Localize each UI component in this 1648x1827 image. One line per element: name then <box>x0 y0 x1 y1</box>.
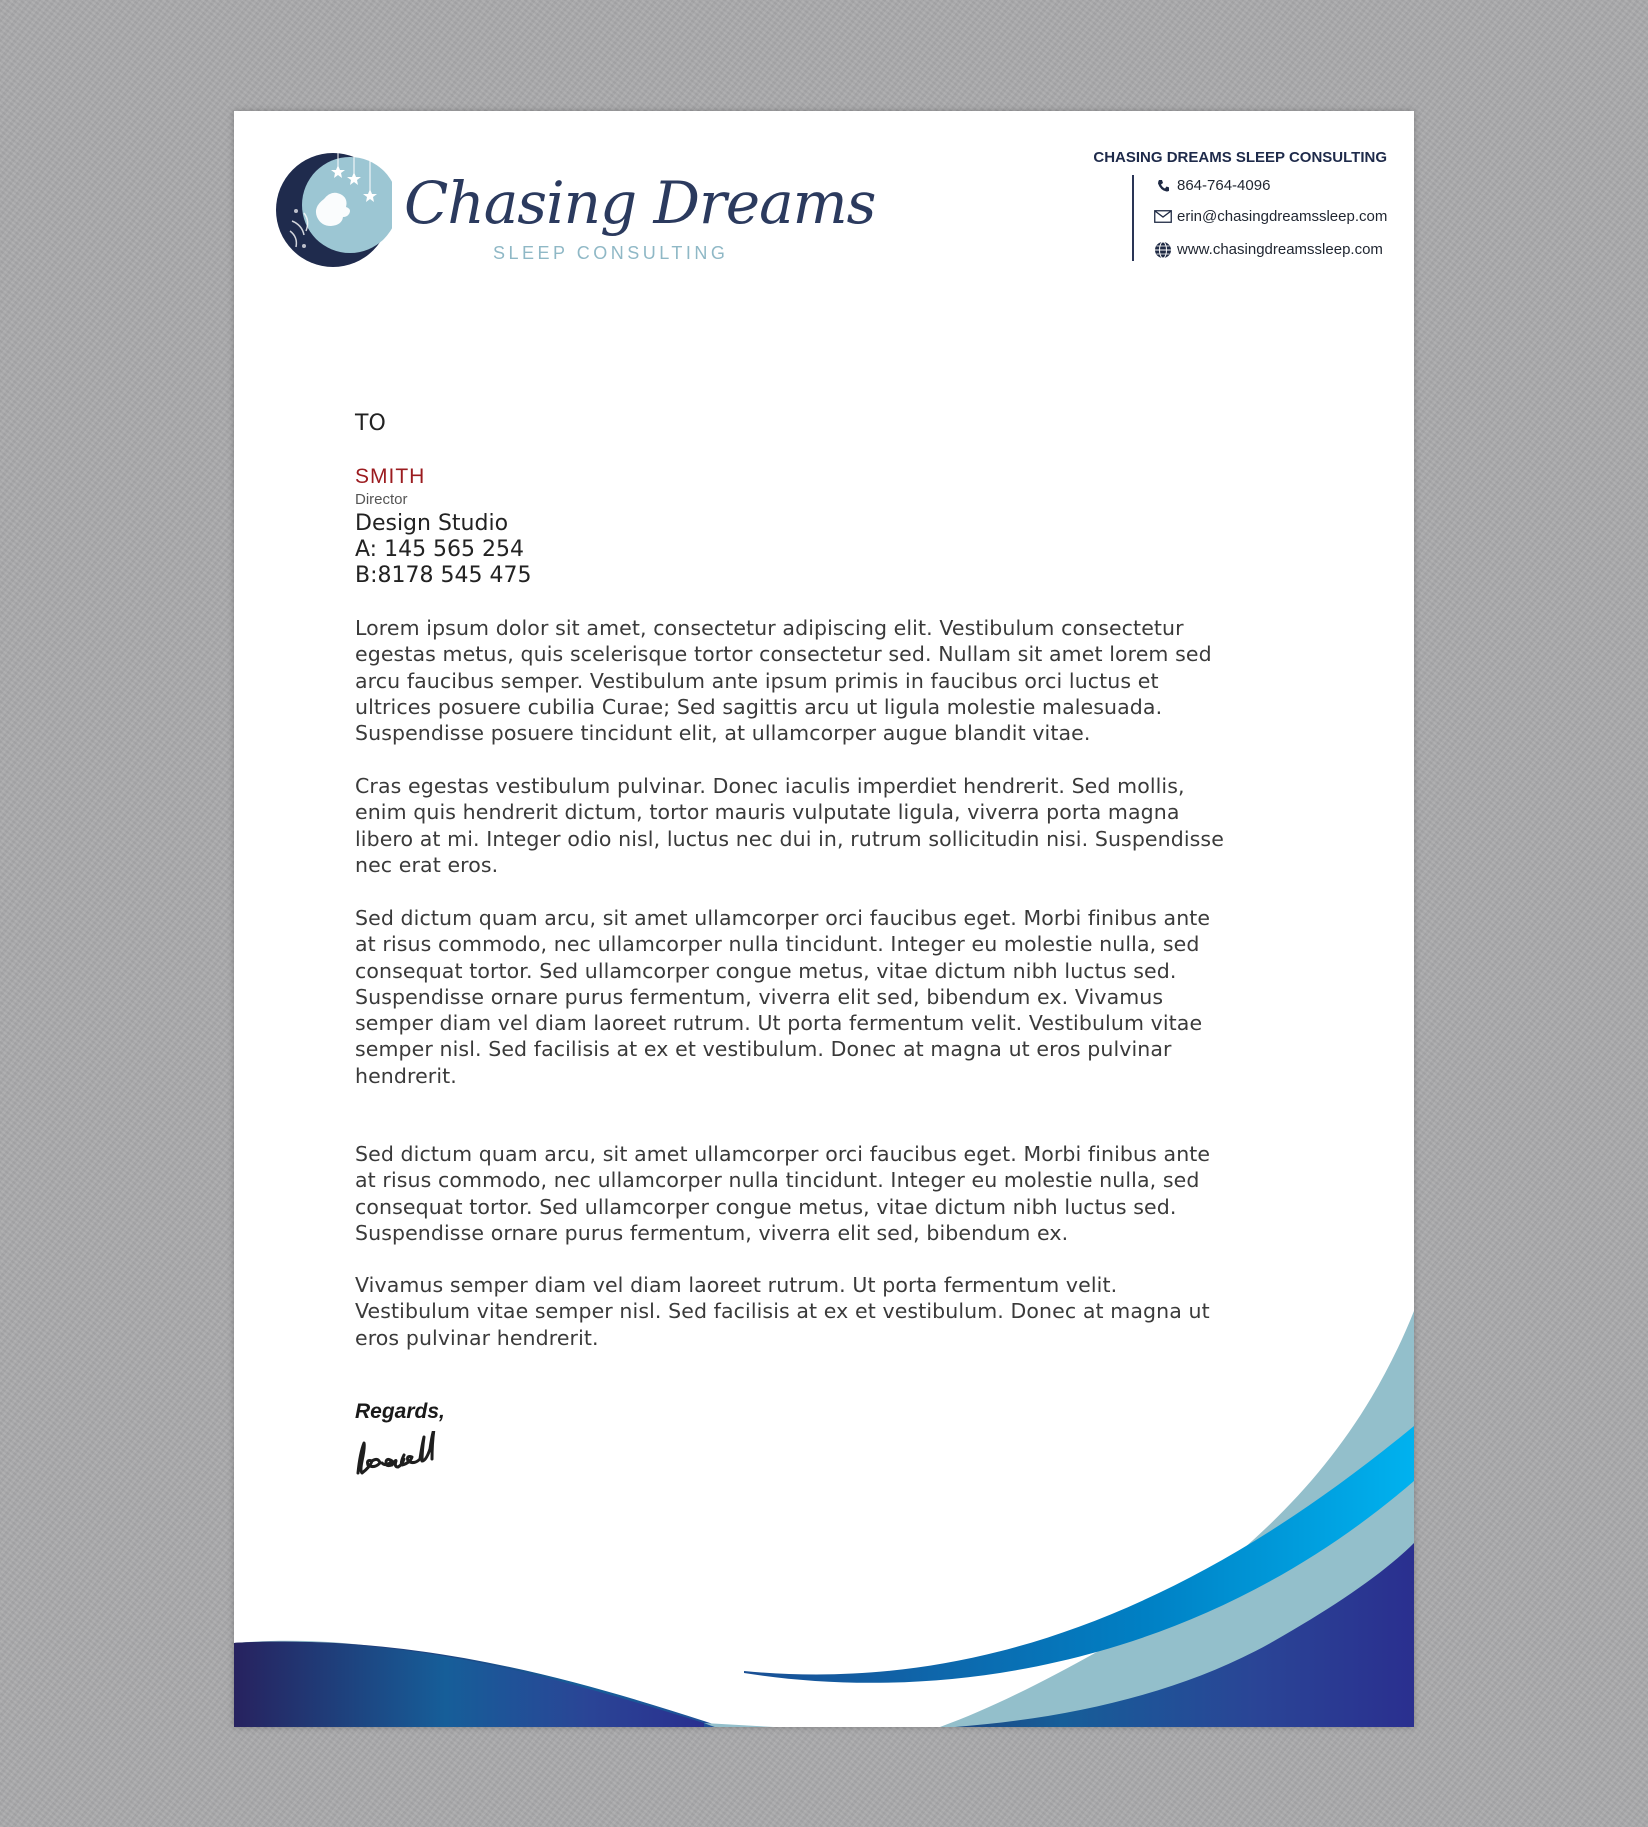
contact-email <box>1154 208 1387 225</box>
contact-website <box>1154 241 1383 258</box>
recipient-company: Design Studio <box>355 511 509 536</box>
mail-icon <box>1154 209 1172 225</box>
paragraph-line: consequat tortor. Sed ullamcorper congue metus, vitae dictum nibh luctus sed. <box>355 1194 1177 1219</box>
paragraph-line: Sed dictum quam arcu, sit amet ullamcorper orci faucibus eget. Morbi finibus ante <box>355 906 1211 930</box>
paragraph-line: at risus commodo, nec ullamcorper nulla tincidunt. Integer eu molestie nulla, sed <box>355 1168 1200 1193</box>
paragraph-line: nec erat eros. <box>355 852 499 877</box>
body-paragraph-3 <box>355 905 1330 1089</box>
brand-name: Chasing Dreams <box>404 169 876 237</box>
website-text: www.chasingdreamssleep.com <box>1177 241 1383 258</box>
body-paragraph-2 <box>355 773 1330 878</box>
paragraph-line: semper nisl. Sed facilisis at ex et vestibulum. Donec at magna ut eros pulvinar <box>355 1037 1172 1062</box>
paragraph-line: at risus commodo, nec ullamcorper nulla tincidunt. Integer eu molestie nulla, sed <box>355 932 1200 957</box>
paragraph-line: Vivamus semper diam vel diam laoreet rutrum. Ut porta fermentum velit. <box>355 1273 1118 1297</box>
closing-regards: Regards, <box>355 1400 445 1423</box>
footer-waves <box>234 1311 1414 1727</box>
globe-icon <box>1154 242 1172 258</box>
to-label: TO <box>355 411 386 436</box>
recipient-role: Director <box>355 491 408 508</box>
paragraph-line: consequat tortor. Sed ullamcorper congue metus, vitae dictum nibh luctus sed. <box>355 958 1177 983</box>
paragraph-line: Cras egestas vestibulum pulvinar. Donec iaculis imperdiet hendrerit. Sed mollis, <box>355 774 1185 798</box>
brand-tagline: SLEEP CONSULTING <box>493 243 729 263</box>
paragraph-line: Suspendisse posuere tincidunt elit, at ullamcorper augue blandit vitae. <box>355 721 1091 746</box>
paragraph-line: eros pulvinar hendrerit. <box>355 1325 599 1350</box>
contact-title: CHASING DREAMS SLEEP CONSULTING <box>1093 149 1387 166</box>
paragraph-line: libero at mi. Integer odio nisl, luctus nec dui in, rutrum sollicitudin nisi. Suspendisse <box>355 826 1224 851</box>
paragraph-line: Lorem ipsum dolor sit amet, consectetur adipiscing elit. Vestibulum consectetur <box>355 616 1184 640</box>
paragraph-line: hendrerit. <box>355 1063 457 1088</box>
phone-text: 864-764-4096 <box>1177 177 1271 194</box>
moon-logo-icon <box>274 151 392 269</box>
paragraph-line: Suspendisse ornare purus fermentum, viverra elit sed, bibendum ex. Vivamus <box>355 984 1164 1009</box>
recipient-line-a: A: 145 565 254 <box>355 537 525 562</box>
contact-phone <box>1154 177 1270 194</box>
recipient-name: SMITH <box>355 465 426 488</box>
paragraph-line: Suspendisse ornare purus fermentum, viverra elit sed, bibendum ex. <box>355 1220 1069 1245</box>
brand-logo <box>274 151 876 271</box>
letterhead-page <box>234 111 1414 1727</box>
phone-icon <box>1154 178 1172 194</box>
body-paragraph-1 <box>355 615 1330 746</box>
paragraph-line: arcu faucibus semper. Vestibulum ante ipsum primis in faucibus orci luctus et <box>355 668 1159 693</box>
email-text: erin@chasingdreamssleep.com <box>1177 208 1388 225</box>
recipient-line-b: B:8178 545 475 <box>355 563 532 588</box>
paragraph-line: ultrices posuere cubilia Curae; Sed sagittis arcu ut ligula molestie malesuada. <box>355 694 1163 719</box>
paragraph-line: Sed dictum quam arcu, sit amet ullamcorper orci faucibus eget. Morbi finibus ante <box>355 1142 1211 1166</box>
paragraph-line: Vestibulum vitae semper nisl. Sed facilisis at ex et vestibulum. Donec at magna ut <box>355 1299 1210 1324</box>
paragraph-line: egestas metus, quis scelerisque tortor consectetur sed. Nullam sit amet lorem sed <box>355 642 1212 667</box>
contact-divider <box>1132 175 1134 261</box>
paragraph-line: enim quis hendrerit dictum, tortor mauris vulputate ligula, viverra porta magna <box>355 800 1180 825</box>
body-paragraph-4 <box>355 1141 1330 1246</box>
paragraph-line: semper diam vel diam laoreet rutrum. Ut porta fermentum velit. Vestibulum vitae <box>355 1011 1203 1036</box>
